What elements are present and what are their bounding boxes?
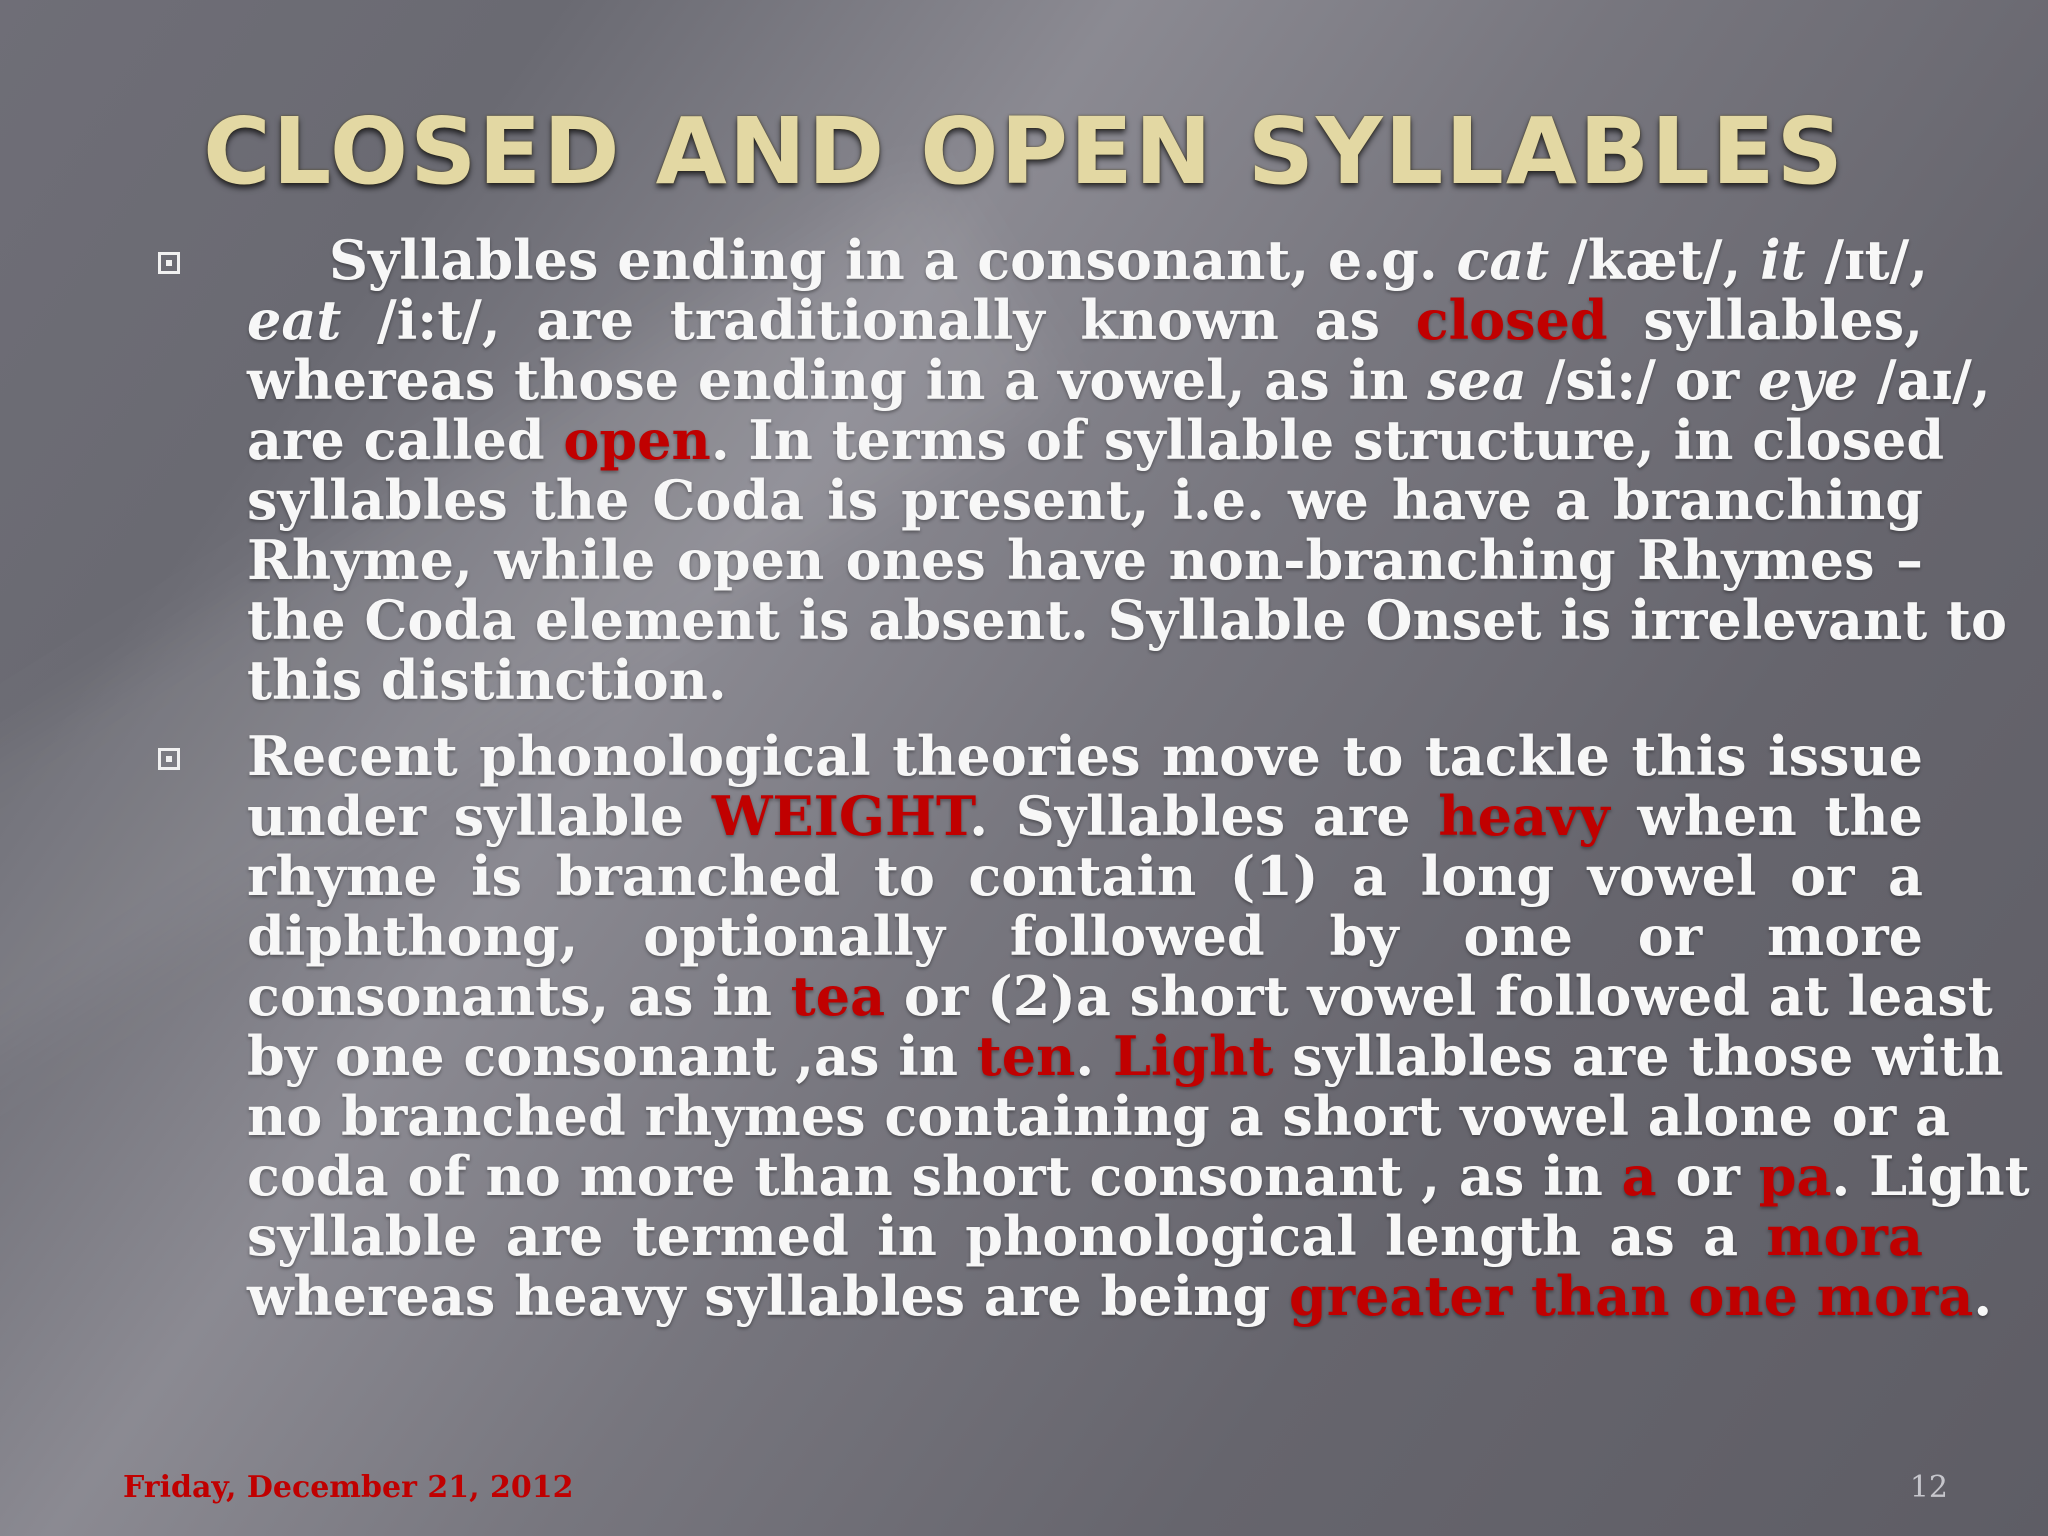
text-line: whereas heavy syllables are being greater than one mora. bbox=[247, 1264, 1993, 1328]
bullet-paragraph-1 bbox=[247, 228, 2007, 712]
text-line: eat /i:t/, are traditionally known as closed syllables, bbox=[247, 288, 1923, 352]
text-line: by one consonant ,as in ten. Light syllables are those with bbox=[247, 1024, 2004, 1088]
text-line: whereas those ending in a vowel, as in sea /si:/ or eye /aɪ/, bbox=[247, 348, 1991, 412]
text-line: Syllables ending in a consonant, e.g. cat /kæt/, it /ɪt/, bbox=[329, 228, 1929, 292]
footer-date: Friday, December 21, 2012 bbox=[123, 1470, 574, 1505]
text-line: Recent phonological theories move to tackle this issue bbox=[247, 724, 1923, 788]
text-line: no branched rhymes containing a short vowel alone or a bbox=[247, 1084, 1950, 1148]
text-line: the Coda element is absent. Syllable Onset is irrelevant to bbox=[247, 588, 2007, 652]
text-line: Rhyme, while open ones have non-branching Rhymes – bbox=[247, 528, 1923, 592]
keyword-mora: mora bbox=[1766, 1204, 1923, 1268]
keyword-greater-than-one-mora: greater than one mora bbox=[1288, 1264, 1974, 1328]
bullet-icon bbox=[158, 748, 180, 770]
bullet-paragraph-2 bbox=[247, 724, 2030, 1328]
keyword-closed: closed bbox=[1415, 288, 1608, 352]
text-line: rhyme is branched to contain (1) a long vowel or a bbox=[247, 844, 1923, 908]
keyword-a: a bbox=[1621, 1144, 1657, 1208]
keyword-heavy: heavy bbox=[1438, 784, 1610, 848]
keyword-pa: pa bbox=[1758, 1144, 1832, 1208]
bullet-icon bbox=[158, 252, 180, 274]
text-line: coda of no more than short consonant , as in a or pa. Light bbox=[247, 1144, 2030, 1208]
text-line: syllables the Coda is present, i.e. we have a branching bbox=[247, 468, 1923, 532]
text-line: under syllable WEIGHT. Syllables are heavy when the bbox=[247, 784, 1923, 848]
slide-title: CLOSED AND OPEN SYLLABLES bbox=[203, 98, 1845, 205]
text-line: are called open. In terms of syllable structure, in closed bbox=[247, 408, 1945, 472]
keyword-ten: ten bbox=[976, 1024, 1076, 1088]
keyword-open: open bbox=[563, 408, 711, 472]
keyword-tea: tea bbox=[790, 964, 886, 1028]
text-line: diphthong, optionally followed by one or more bbox=[247, 904, 1923, 968]
text-line: this distinction. bbox=[247, 648, 727, 712]
text-line: syllable are termed in phonological length as a mora bbox=[247, 1204, 1923, 1268]
keyword-light: Light bbox=[1112, 1024, 1274, 1088]
keyword-weight: WEIGHT bbox=[711, 784, 970, 848]
slide-number: 12 bbox=[1909, 1470, 1948, 1505]
text-line: consonants, as in tea or (2)a short vowel followed at least bbox=[247, 964, 1993, 1028]
